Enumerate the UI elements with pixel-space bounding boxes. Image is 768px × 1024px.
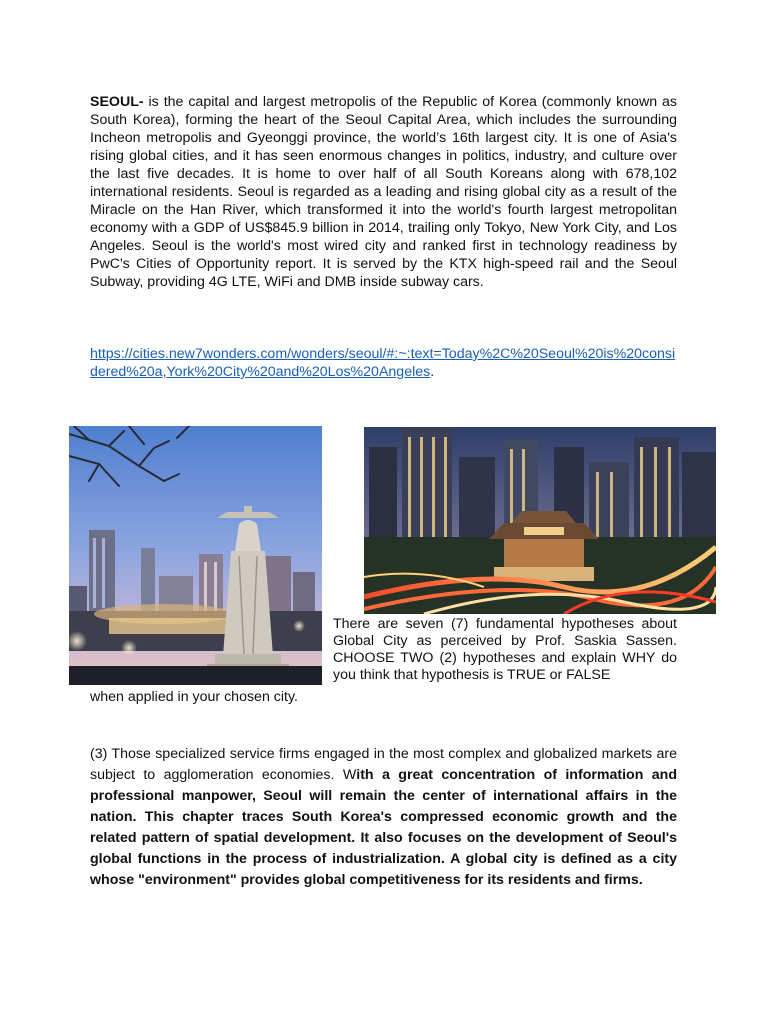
intro-body: is the capital and largest metropolis of the Republic of Korea (commonly known as South Korea), forming the heart of the Seoul Capital Area, which includes the surrounding Incheon metropolis and Gyeonggi province, the world’s 16th largest city. It is one of Asia's rising global cities, and it has seen enormous changes in politics, industry, and culture over the last five decades. It is home to over half of all South Koreans along with 678,102 international residents. Seoul is regarded as a leading and rising global city as a result of the Miracle on the Han River, which transformed it into the world's fourth largest metropolitan economy with a GDP of US$845.9 billion in 2014, trailing only Tokyo, New York City, and Los Angeles. Seoul is the world's most wired city and ranked first in technology readiness by PwC's Cities of Opportunity report. It is served by the KTX high-speed rail and the Seoul Subway, providing 4G LTE, WiFi and DMB inside subway cars. bbox=[90, 94, 677, 290]
intro-paragraph bbox=[90, 93, 677, 291]
source-link-line bbox=[90, 345, 680, 381]
answer-normal-text: (3) Those specialized service firms engaged in the most complex and globalized markets are subject to agglomeration economies. W bbox=[90, 746, 677, 783]
question-text: There are seven (7) fundamental hypotheses about Global City as perceived by Prof. Saskia Sassen. CHOOSE TWO (2) hypotheses and explain WHY do you think that hypothesis is TRUE or FALSE bbox=[333, 616, 677, 683]
question-continuation: when applied in your chosen city. bbox=[90, 689, 298, 705]
intro-heading: SEOUL- bbox=[90, 94, 144, 110]
answer-paragraph bbox=[90, 744, 677, 891]
source-link[interactable]: https://cities.new7wonders.com/wonders/seoul/#:~:text=Today%2C%20Seoul%20is%20considered%20a,York%20City%20and%20Los%20Angeles bbox=[90, 346, 676, 380]
namdaemun-gate-photo bbox=[364, 427, 716, 614]
buddha-statue-photo bbox=[69, 426, 322, 685]
answer-bold-text: ith a great concentration of information and professional manpower, Seoul will remain the center of international affairs in the nation. This chapter traces South Korea's compressed economic growth and the related pattern of spatial development. It also focuses on the development of Seoul's global functions in the process of industrialization. A global city is defined as a city whose "environment" provides global competitiveness for its residents and firms. bbox=[90, 767, 678, 888]
source-link-period: . bbox=[430, 364, 435, 380]
